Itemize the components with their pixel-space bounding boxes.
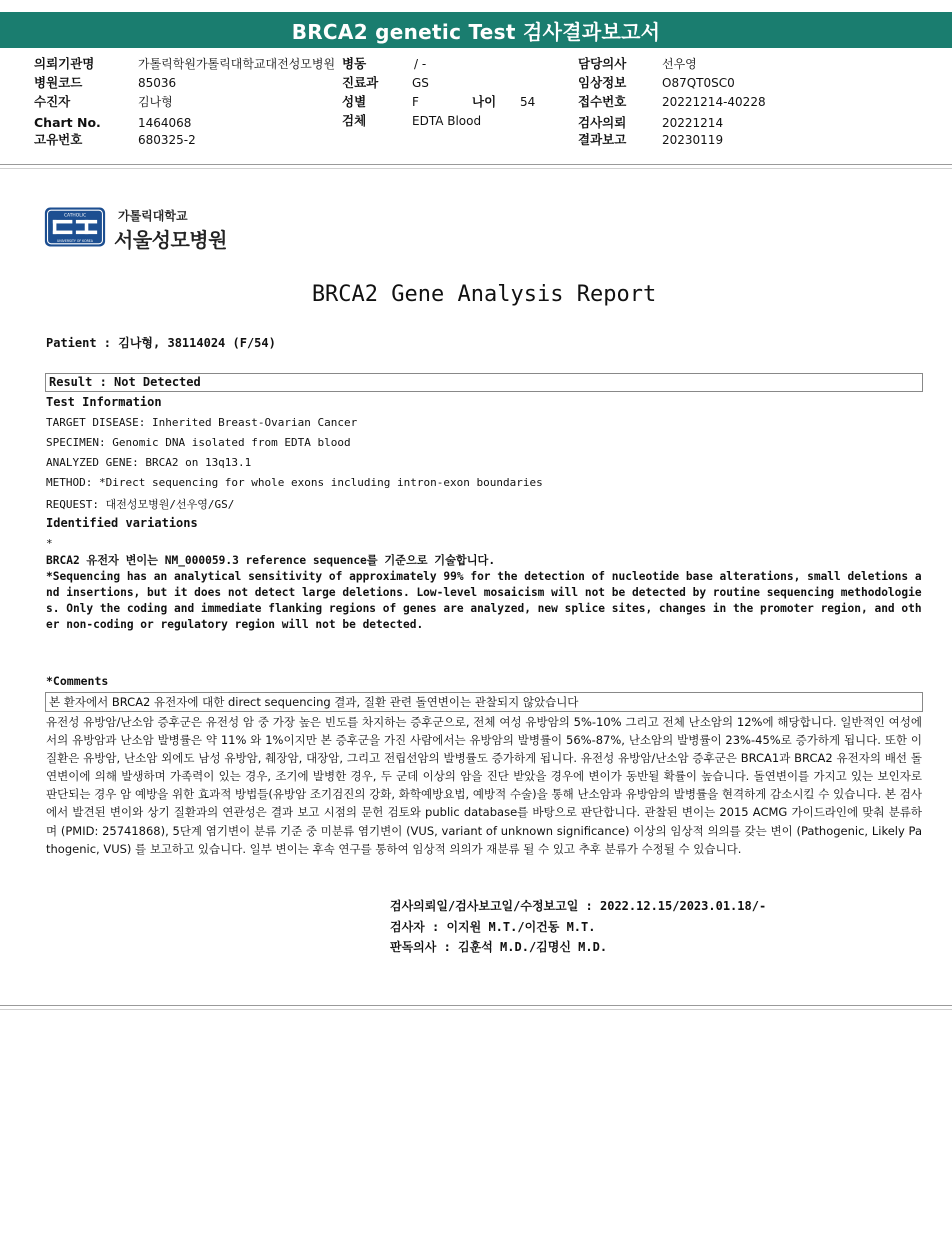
target-disease: TARGET DISEASE: Inherited Breast-Ovarian Cancer — [46, 416, 358, 429]
logo-emblem-text: CATHOLIC — [63, 213, 87, 219]
request-date-value: 20221214 — [662, 116, 724, 130]
age-label: 나이 — [472, 94, 497, 109]
institution-label: 의뢰기관명 — [34, 56, 95, 71]
request-date-label: 검사의뢰 — [578, 115, 627, 130]
sensitivity-note: *Sequencing has an analytical sensitivity of approximately 99% for the detection of nucleotide base alterations, small deletions and insertions, but it does not detect large deletions. Low-level mosaicism will not be detected by routine sequencing methodologies. Only the coding and immediate flanking regions of genes are analyzed, new splice sites, changes in the promoter region, and other non-coding or regulatory region will not be detected. — [46, 570, 922, 631]
method-line: METHOD: *Direct sequencing for whole exons including intron-exon boundaries — [46, 476, 543, 489]
result-date-value: 20230119 — [662, 133, 724, 147]
receipt-label: 접수번호 — [578, 94, 627, 109]
chart-value: 1464068 — [138, 116, 192, 130]
hospital-logo-emblem — [44, 205, 106, 249]
logo-university-name: 가톨릭대학교 — [118, 209, 188, 223]
identified-asterisk: * — [46, 537, 53, 550]
sex-value: F — [412, 95, 419, 109]
logo-emblem-sub: UNIVERSITY OF KOREA — [57, 239, 93, 244]
specimen-value: EDTA Blood — [412, 114, 482, 128]
order-info-panel — [0, 52, 952, 152]
comment-body: 유전성 유방암/난소암 증후군은 유전성 암 중 가장 높은 빈도를 차지하는 증후군으로, 전체 여성 유방암의 5%-10% 그리고 전체 난소암의 12%에 해당합니다. 일반적인 여성에서의 유방암과 난소암 발병률은 약 11% 와 1%이지만 본 증후군을 가진 사람에서는 유방암의 발병률이 56%-87%, 난소암의 발병률이 23%-45%로 증가하게 됩니다. 또한 이 질환은 유방암, 난소암 외에도 남성 유방암, 췌장암, 대장암, 그리고 전립선암의 발병률도 증가하게 됩니다. 유전성 유방암/난소암 증후군은 BRCA1과 BRCA2 유전자의 배선 돌연변이에 의해 발생하며 가족력이 있는 경우, 조기에 발병한 경우, 두 군데 이상의 암을 진단 받았을 경우에 변이가 동반될 확률이 높습니다. 돌연변이를 가지고 있는 보인자로 판단되는 경우 암 예방을 위한 효과적 방법들(유방암 조기검진의 강화, 화학예방요법, 예방적 수술)을 통해 난소암과 유방암의 발병률을 현격하게 감소시킬 수 있습니다. 본 검사에서 발견된 변이와 상기 질환과의 연관성은 결과 보고 시점의 문헌 검토와 public database를 바탕으로 판단합니다. 관찰된 변이는 2015 ACMG 가이드라인에 맞춰 분류하며 (PMID: 25741868), 5단계 염기변이 분류 기준 중 미분류 염기변이 (VUS, variant of unknown significance) 이상의 임상적 의의를 갖는 변이 (Pathogenic, Likely Pathogenic, VUS) 를 보고하고 있습니다. 일부 변이는 후속 연구를 통하여 임상적 의의가 재분류 될 수 있고 추후 분류가 수정될 수 있습니다. — [46, 715, 922, 856]
hospital-code-value: 85036 — [138, 76, 177, 90]
examiner-line: 검사자 : 이지원 M.T./이건동 M.T. — [390, 920, 596, 934]
footer-divider-shadow — [0, 1009, 952, 1010]
doctor-label: 담당의사 — [578, 56, 627, 71]
institution-value: 가톨릭학원가톨릭대학교대전성모병원 — [138, 57, 336, 71]
footer-divider — [0, 1005, 952, 1006]
banner-title: BRCA2 genetic Test 검사결과보고서 — [291, 19, 661, 44]
identified-heading: Identified variations — [46, 516, 198, 530]
report-dates: 검사의뢰일/검사보고일/수정보고일 : 2022.12.15/2023.01.18/- — [390, 899, 767, 913]
header-divider-shadow — [0, 168, 952, 169]
report-title: BRCA2 Gene Analysis Report — [311, 282, 657, 307]
specimen-label: 검체 — [342, 113, 367, 128]
reader-line: 판독의사 : 김훈석 M.D./김명신 M.D. — [390, 940, 608, 954]
hospital-code-label: 병원코드 — [34, 75, 83, 90]
unique-value: 680325-2 — [138, 133, 196, 147]
patient-value: 김나형 — [138, 95, 173, 109]
report-banner — [0, 12, 952, 48]
specimen-line: SPECIMEN: Genomic DNA isolated from EDTA blood — [46, 436, 351, 449]
sex-label: 성별 — [342, 94, 367, 109]
clinical-value: O87QT0SC0 — [662, 76, 735, 90]
logo-hospital-name: 서울성모병원 — [114, 228, 227, 252]
patient-label: 수진자 — [34, 94, 71, 109]
ward-label: 병동 — [342, 56, 367, 71]
age-value: 54 — [520, 95, 536, 109]
receipt-value: 20221214-40228 — [662, 95, 766, 109]
chart-label: Chart No. — [34, 115, 101, 130]
reference-note: BRCA2 유전자 변이는 NM_000059.3 reference sequence를 기준으로 기술합니다. — [46, 554, 496, 567]
dept-value: GS — [412, 76, 429, 90]
analyzed-gene: ANALYZED GENE: BRCA2 on 13q13.1 — [46, 456, 252, 469]
dept-label: 진료과 — [342, 75, 379, 90]
comment-summary-box — [45, 692, 923, 712]
result-text: Result : Not Detected — [49, 375, 201, 389]
clinical-label: 임상정보 — [578, 75, 627, 90]
unique-label: 고유번호 — [34, 132, 83, 147]
result-date-label: 결과보고 — [578, 132, 627, 147]
header-divider — [0, 164, 952, 165]
patient-line: Patient : 김나형, 38114024 (F/54) — [46, 336, 276, 350]
test-info-heading: Test Information — [46, 395, 162, 409]
result-box — [45, 373, 923, 392]
comments-heading: *Comments — [46, 674, 109, 688]
doctor-value: 선우영 — [662, 57, 697, 71]
ward-value: / - — [414, 57, 427, 71]
request-line: REQUEST: 대전성모병원/선우영/GS/ — [46, 498, 235, 511]
comment-summary: 본 환자에서 BRCA2 유전자에 대한 direct sequencing 결과, 질환 관련 돌연변이는 관찰되지 않았습니다 — [49, 695, 579, 709]
